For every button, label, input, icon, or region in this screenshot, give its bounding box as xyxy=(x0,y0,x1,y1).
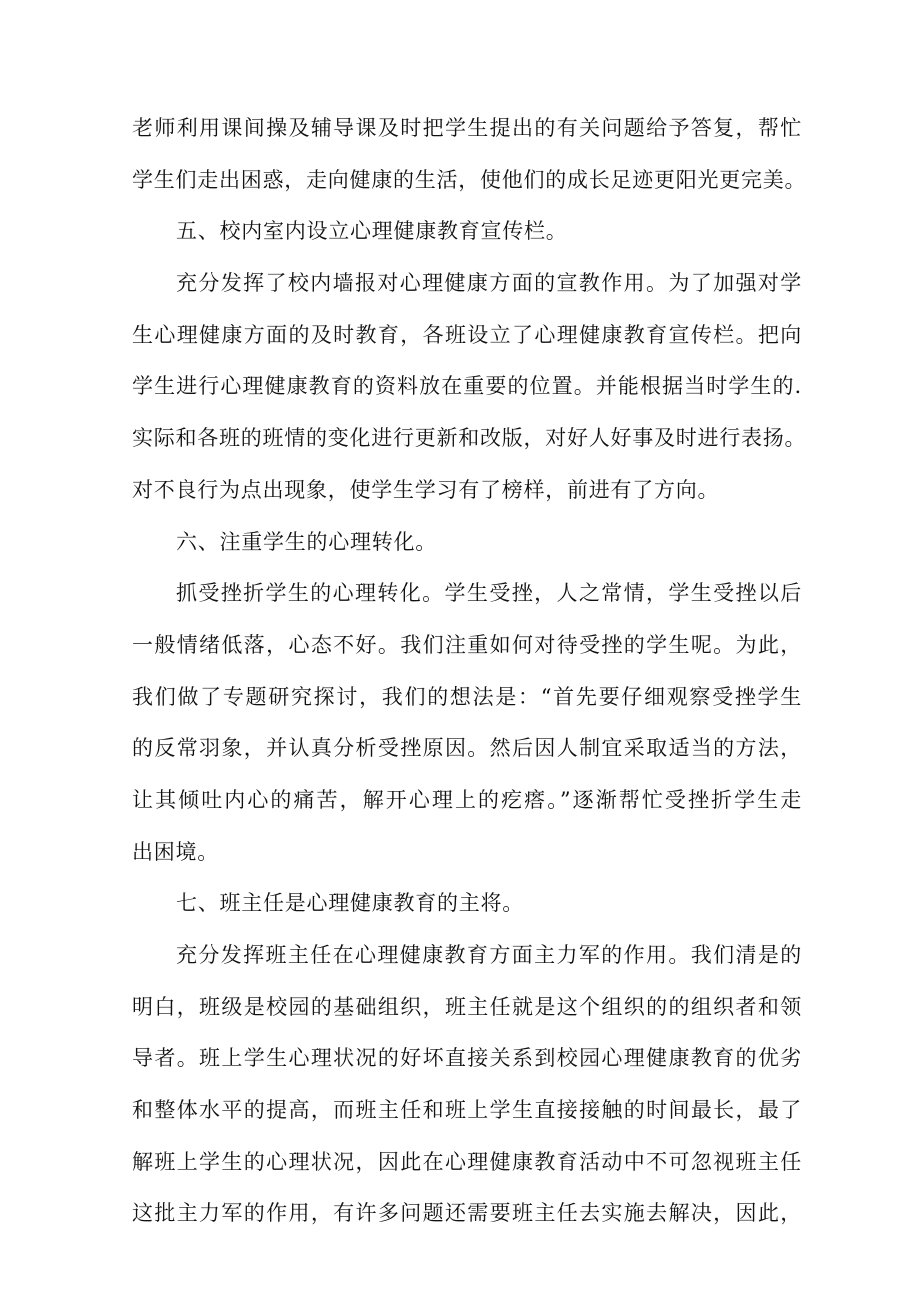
paragraph-line: 一般情绪低落，心态不好。我们注重如何对待受挫的学生呢。为此， xyxy=(132,632,802,657)
paragraph-line: 的反常羽象，并认真分析受挫原因。然后因人制宜采取适当的方法， xyxy=(132,736,802,761)
paragraph-line: 我们做了专题研究探讨，我们的想法是：“首先要仔细观察受挫学生 xyxy=(132,684,802,709)
section-heading: 七、班主任是心理健康教育的主将。 xyxy=(176,891,524,916)
paragraph-line: 明白，班级是校园的基础组织，班主任就是这个组织的的组织者和领 xyxy=(132,994,802,1019)
paragraph-line: 解班上学生的心理状况，因此在心理健康教育活动中不可忽视班主任 xyxy=(132,1149,802,1174)
paragraph-line: 抓受挫折学生的心理转化。学生受挫，人之常情，学生受挫以后 xyxy=(176,581,802,606)
paragraph-line: 让其倾吐内心的痛苦，解开心理上的疙瘩。”逐渐帮忙受挫折学生走 xyxy=(132,787,802,812)
paragraph-line: 导者。班上学生心理状况的好坏直接关系到校园心理健康教育的优劣 xyxy=(132,1046,802,1071)
paragraph-line: 充分发挥班主任在心理健康教育方面主力军的作用。我们清是的 xyxy=(176,943,802,967)
paragraph-line: 学生进行心理健康教育的资料放在重要的位置。并能根据当时学生的. xyxy=(132,374,802,399)
paragraph-line: 生心理健康方面的及时教育，各班设立了心理健康教育宣传栏。把向 xyxy=(132,322,802,347)
section-heading: 六、注重学生的心理转化。 xyxy=(176,529,437,554)
paragraph-line: 这批主力军的作用，有许多问题还需要班主任去实施去解决，因此， xyxy=(132,1201,802,1226)
paragraph-line: 和整体水平的提高，而班主任和班上学生直接接触的时间最长，最了 xyxy=(132,1098,802,1123)
document-body xyxy=(132,103,807,1240)
section-heading: 五、校内室内设立心理健康教育宣传栏。 xyxy=(176,219,568,244)
paragraph-line: 实际和各班的班情的变化进行更新和改版，对好人好事及时进行表扬。 xyxy=(132,426,807,451)
paragraph-line: 出困境。 xyxy=(132,839,219,864)
paragraph-line: 对不良行为点出现象，使学生学习有了榜样，前进有了方向。 xyxy=(132,477,720,502)
paragraph-line: 充分发挥了校内墙报对心理健康方面的宣教作用。为了加强对学 xyxy=(176,271,802,296)
paragraph-line: 学生们走出困惑，走向健康的生活，使他们的成长足迹更阳光更完美。 xyxy=(132,167,807,192)
paragraph-line: 老师利用课间操及辅导课及时把学生提出的有关问题给予答复，帮忙 xyxy=(132,116,802,140)
